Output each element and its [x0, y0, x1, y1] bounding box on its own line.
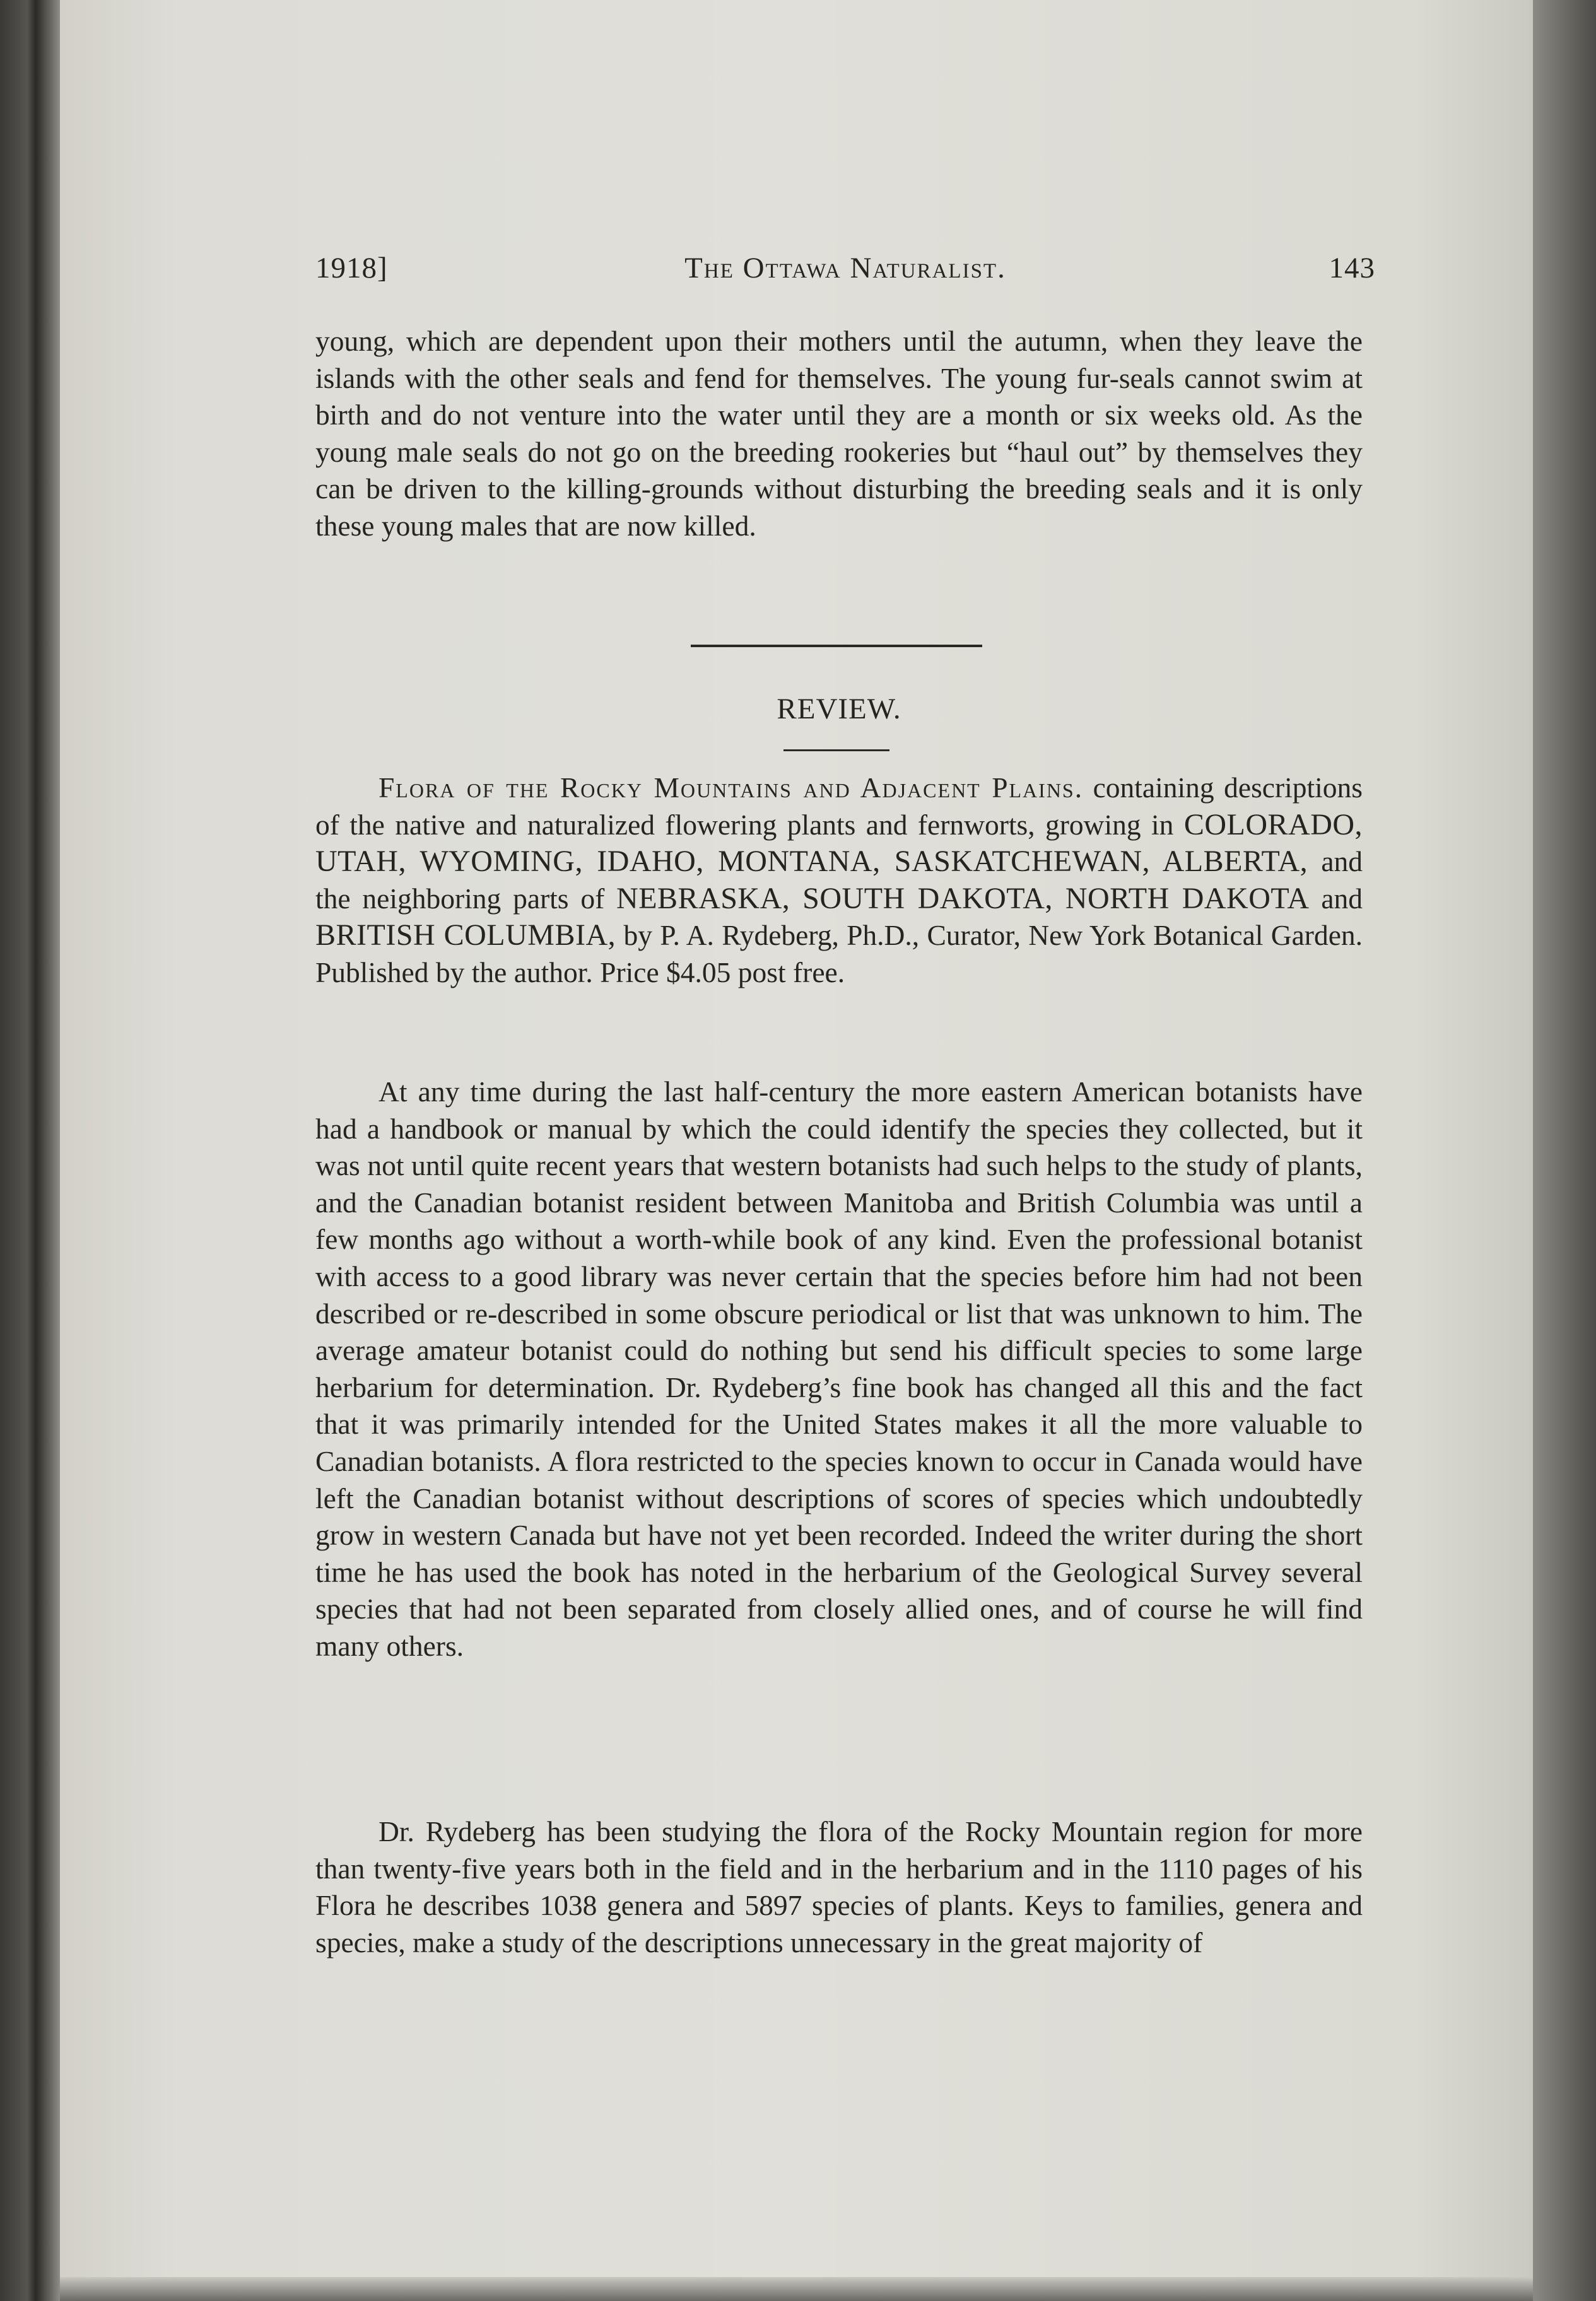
page-number: 143: [1329, 252, 1375, 284]
review-paragraph-1: At any time during the last half-century the more eastern American botanists have had a handbook or manual by which the could identify the species they collected, but it was not until quite recent years that western botanists had such helps to the study of plants, and the Canadian botanist resident between Manitoba and British Columbia was until a few months ago without a worth-while book of any kind. Even the professional botanist with access to a good library was never certain that the species before him had not been described or re-described in some obscure periodical or list that was unknown to him. The average amateur botanist could do nothing but send his difficult species to some large herbarium for determination. Dr. Rydeberg’s fine book has changed all this and the fact that it was primarily intended for the United States makes it all the more valuable to Canadian botanists. A flora restricted to the species known to occur in Canada would have left the Canadian botanist without descriptions of scores of species which undoubtedly grow in western Canada but have not yet been recorded. Indeed the writer during the short time he has used the book has noted in the herbarium of the Geological Survey several species that had not been separated from closely allied ones, and of course he will find many others.: [315, 1075, 1363, 1662]
citation-desc-3: and: [1321, 882, 1363, 915]
running-head-year: 1918]: [315, 252, 388, 284]
continued-paragraph: young, which are dependent upon their mothers until the autumn, when they leave the islands with the other seals and fend for themselves. The young fur-seals cannot swim at birth and do not venture into the water until they are a month or six weeks old. As the young male seals do not go on the breeding rookeries but “haul out” by themselves they can be driven to the killing-grounds without disturbing the breeding seals and it is only these young males that are now killed.: [315, 325, 1363, 542]
page-bottom-edge: [60, 2277, 1533, 2301]
citation-desc-4: by P. A. Rydeberg, Ph.D., Curator, New York Botanical Garden. Published by the author. Price $4.05 post free.: [315, 919, 1363, 988]
citation-paragraph: [315, 770, 1363, 992]
review-paragraph-2-block: [315, 1813, 1363, 1961]
section-divider-rule: [691, 645, 982, 647]
citation-states-1: COLORADO, UTAH, WYOMING, IDAHO, MONTANA, SASKATCHEWAN, ALBERTA,: [315, 807, 1363, 879]
citation-desc-2: and the neighboring parts of: [315, 845, 1363, 915]
review-paragraph-2: Dr. Rydeberg has been studying the flora of the Rocky Mountain region for more than twenty-five years both in the field and in the herbarium and in the 1110 pages of his Flora he describes 1038 genera and 5897 species of plants. Keys to families, genera and species, make a study of the descriptions unnecessary in the great majority of: [315, 1815, 1363, 1958]
review-paragraph-1-block: [315, 1074, 1363, 1665]
page-edge-shadow: [1533, 0, 1596, 2301]
running-head-journal-title: The Ottawa Naturalist.: [684, 252, 1006, 284]
citation-states-2: NEBRASKA, SOUTH DAKOTA, NORTH DAKOTA: [616, 881, 1310, 915]
continued-paragraph-block: [315, 323, 1363, 545]
book-citation: [315, 770, 1363, 992]
book-title: Flora of the Rocky Mountains and Adjacent Plains.: [378, 771, 1084, 804]
citation-states-3: BRITISH COLUMBIA,: [315, 918, 616, 952]
book-binding-shadow: [0, 0, 60, 2301]
citation-desc-1: containing descriptions of the native and naturalized flowering plants and fernworts, growing in: [315, 771, 1363, 841]
review-heading: REVIEW.: [777, 693, 901, 725]
running-head: [315, 251, 1375, 289]
heading-underline-rule: [783, 749, 889, 751]
